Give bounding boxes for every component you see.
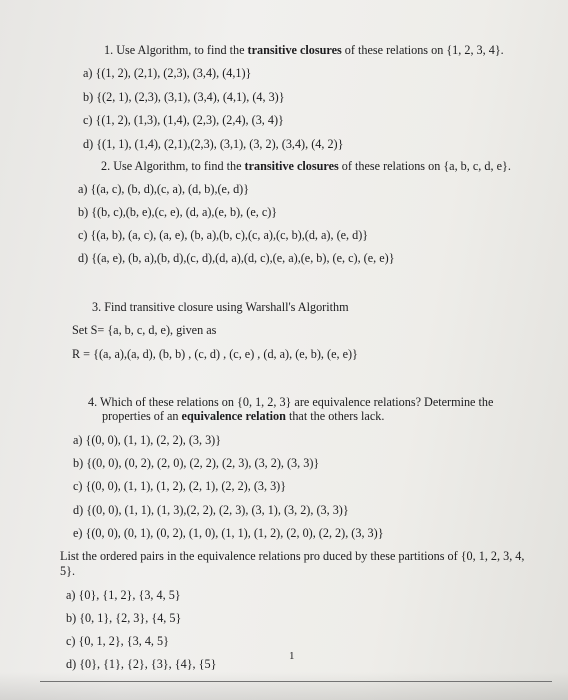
q4-item-c: c) {(0, 0), (1, 1), (1, 2), (2, 1), (2, 2), (3, 3)}	[73, 479, 287, 493]
q4-title-cont: properties of an equivalence relation that the others lack.	[102, 409, 385, 423]
q2-item-c: c) {(a, b), (a, c), (a, e), (b, a),(b, c),(c, a),(c, b),(d, a), (e, d)}	[78, 228, 369, 242]
q1-item-c: c) {(1, 2), (1,3), (1,4), (2,3), (2,4), (3, 4)}	[83, 113, 284, 127]
page-shadow	[0, 672, 568, 700]
q5-title-cont: 5}.	[60, 564, 75, 578]
q4-item-a: a) {(0, 0), (1, 1), (2, 2), (3, 3)}	[73, 433, 222, 447]
q3-set-line: Set S= {a, b, c, d, e), given as	[72, 323, 217, 337]
q1-item-a: a) {(1, 2), (2,1), (2,3), (3,4), (4,1)}	[83, 66, 252, 80]
q5-title: List the ordered pairs in the equivalence relations pro duced by these partitions of {0, 1, 2, 3, 4,	[60, 549, 525, 563]
page-number: 1	[289, 650, 295, 662]
q4-item-e: e) {(0, 0), (0, 1), (0, 2), (1, 0), (1, 1), (1, 2), (2, 0), (2, 2), (3, 3)}	[73, 526, 384, 540]
q4-item-b: b) {(0, 0), (0, 2), (2, 0), (2, 2), (2, 3), (3, 2), (3, 3)}	[73, 456, 320, 470]
q2-item-b: b) {(b, c),(b, e),(c, e), (d, a),(e, b), (e, c)}	[78, 205, 278, 219]
q3-relation: R = {(a, a),(a, d), (b, b) , (c, d) , (c, e) , (d, a), (e, b), (e, e)}	[72, 347, 358, 361]
q5-item-b: b) {0, 1}, {2, 3}, {4, 5}	[66, 611, 182, 625]
q2-item-d: d) {(a, e), (b, a),(b, d),(c, d),(d, a),(d, c),(e, a),(e, b), (e, c), (e, e)}	[78, 251, 395, 265]
q1-item-d: d) {(1, 1), (1,4), (2,1),(2,3), (3,1), (3, 2), (3,4), (4, 2)}	[83, 137, 344, 151]
q5-item-c: c) {0, 1, 2}, {3, 4, 5}	[66, 634, 169, 648]
q4-item-d: d) {(0, 0), (1, 1), (1, 3),(2, 2), (2, 3), (3, 1), (3, 2), (3, 3)}	[73, 503, 349, 517]
q5-item-a: a) {0}, {1, 2}, {3, 4, 5}	[66, 588, 181, 602]
q2-title: 2. Use Algorithm, to find the transitive closures of these relations on {a, b, c, d, e}.	[101, 159, 511, 173]
q1-item-b: b) {(2, 1), (2,3), (3,1), (3,4), (4,1), (4, 3)}	[83, 90, 285, 104]
q3-title: 3. Find transitive closure using Warshall's Algorithm	[92, 300, 349, 314]
q5-item-d: d) {0}, {1}, {2}, {3}, {4}, {5}	[66, 657, 217, 671]
q1-title: 1. Use Algorithm, to find the transitive closures of these relations on {1, 2, 3, 4}.	[104, 43, 504, 57]
q2-item-a: a) {(a, c), (b, d),(c, a), (d, b),(e, d)}	[78, 182, 250, 196]
q4-title: 4. Which of these relations on {0, 1, 2, 3} are equivalence relations? Determine the	[88, 395, 494, 409]
